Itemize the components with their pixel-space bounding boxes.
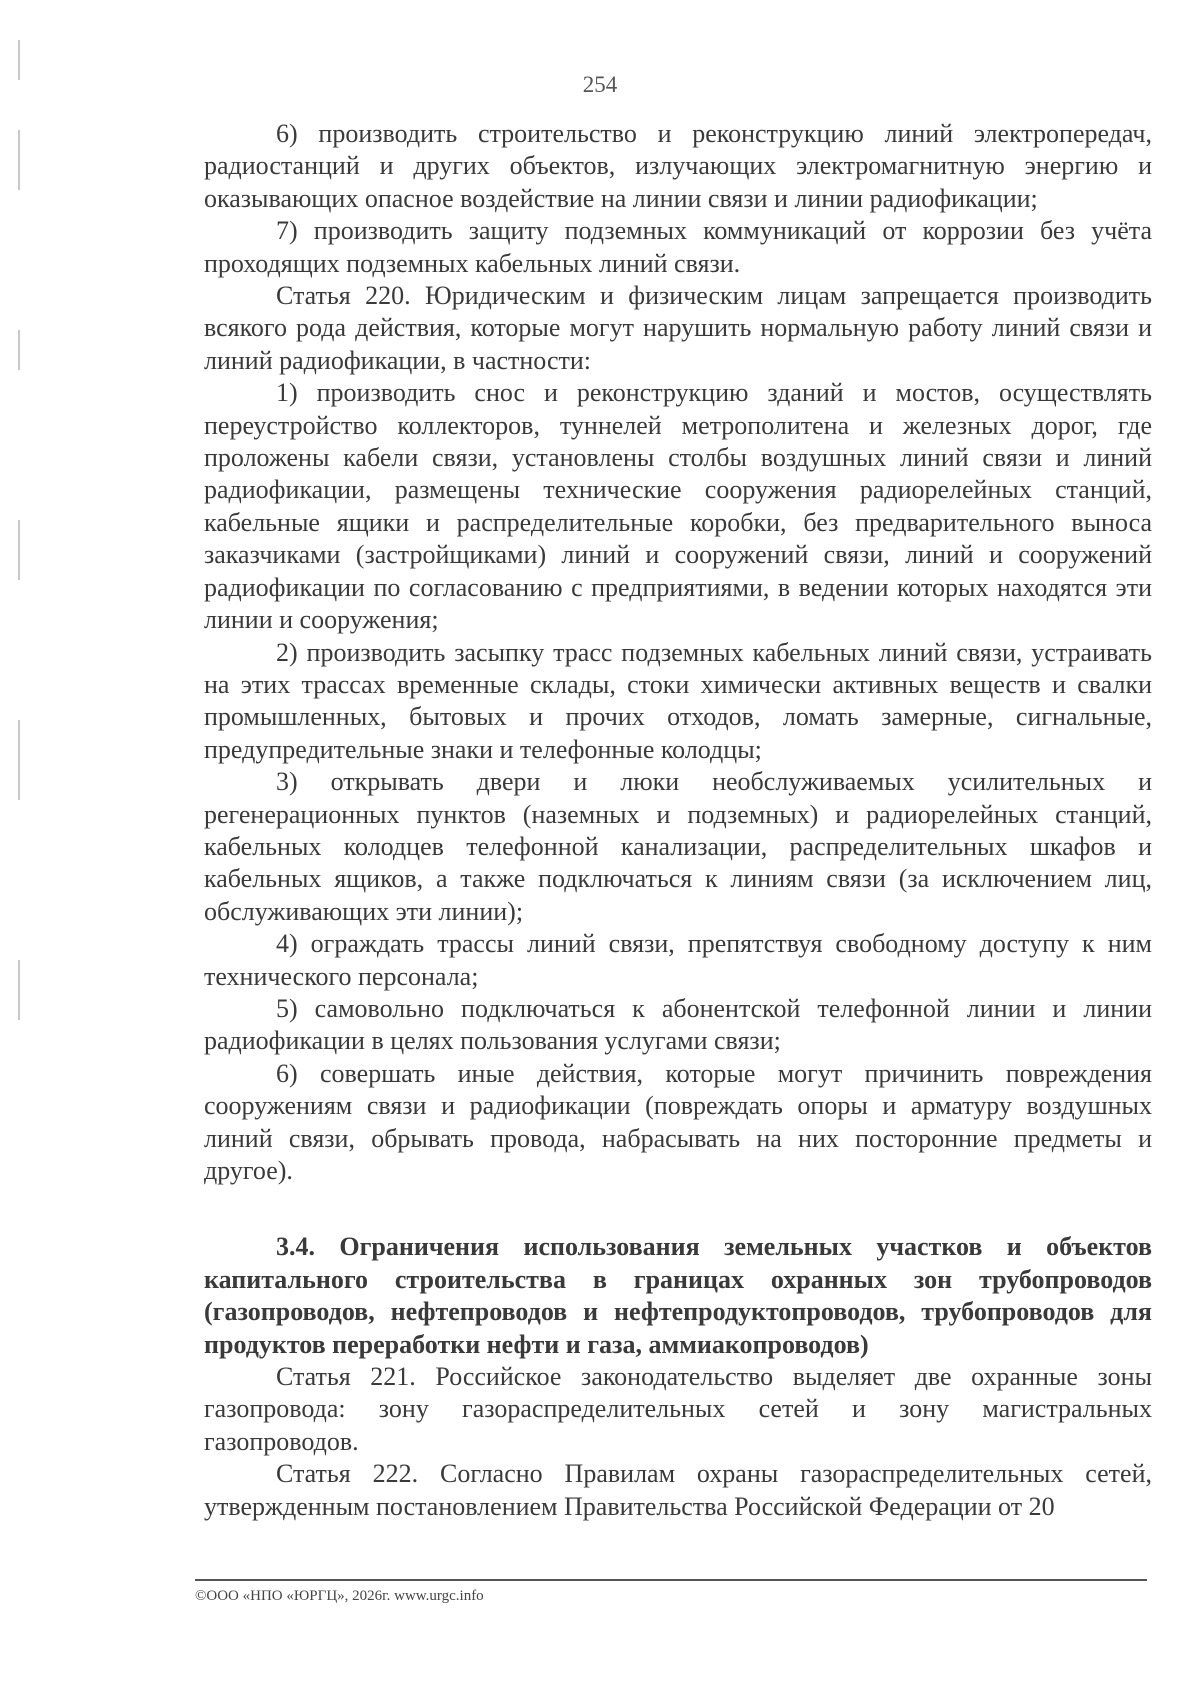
paragraph: 2) производить засыпку трасс подземных кабельных линий связи, устраивать на этих трассах временные склады, стоки химически активных веществ и свалки промышленных, бытовых и прочих отходов, ломать замерные, сигнальные, предупредительные знаки и телефонные колодцы; — [204, 637, 1152, 764]
footer-rule — [195, 1579, 1147, 1581]
scan-artifact-line — [18, 130, 20, 190]
body-text — [204, 118, 1152, 1523]
paragraph: 1) производить снос и реконструкцию зданий и мостов, осуществлять переустройство коллекторов, туннелей метрополитена и железных дорог, где проложены кабели связи, установлены столбы воздушных линий связи и линий радиофикации, размещены технические сооружения радиорелейных станций, кабельные ящики и распределительные коробки, без предварительного выноса заказчиками (застройщиками) линий и сооружений связи, линий и сооружений радиофикации по согласованию с предприятиями, в ведении которых находятся эти линии и сооружения; — [204, 378, 1152, 635]
page-number: 254 — [582, 72, 618, 97]
paragraph: 5) самовольно подключаться к абонентской телефонной линии и линии радиофикации в целях пользования услугами связи; — [204, 993, 1152, 1056]
paragraph: Статья 220. Юридическим и физическим лицам запрещается производить всякого рода действия, которые могут нарушить нормальную работу линий связи и линий радиофикации, в частности: — [204, 281, 1152, 375]
paragraph: 4) ограждать трассы линий связи, препятствуя свободному доступу к ним технического персонала; — [204, 929, 1152, 991]
scan-artifact-line — [18, 330, 20, 370]
scan-artifact-line — [18, 960, 20, 1020]
footer-copyright: ©ООО «НПО «ЮРГЦ», 2026г. www.urgc.info — [195, 1588, 484, 1604]
paragraph: Статья 221. Российское законодательство выделяет две охранные зоны газопровода: зону газораспределительных сетей и зону магистральных газопроводов. — [204, 1362, 1152, 1456]
scan-artifact-line — [18, 520, 20, 580]
paragraph: 3) открывать двери и люки необслуживаемых усилительных и регенерационных пунктов (наземных и подземных) и радиорелейных станций, кабельных колодцев телефонной канализации, распределительных шкафов и кабельных ящиков, а также подключаться к линиям связи (за исключением лиц, обслуживающих эти линии); — [204, 767, 1152, 926]
section-heading: 3.4. Ограничения использования земельных участков и объектов капитального строительства в границах охранных зон трубопроводов (газопроводов, нефтепроводов и нефтепродуктопроводов, трубопроводов для продуктов переработки нефти и газа, аммиакопроводов) — [204, 1232, 1152, 1359]
paragraph: 7) производить защиту подземных коммуникаций от коррозии без учёта проходящих подземных кабельных линий связи. — [204, 216, 1152, 278]
paragraph: 6) совершать иные действия, которые могут причинить повреждения сооружениям связи и радиофикации (повреждать опоры и арматуру воздушных линий связи, обрывать провода, набрасывать на них посторонние предметы и другое). — [204, 1058, 1152, 1185]
paragraph: 6) производить строительство и реконструкцию линий электропередач, радиостанций и других объектов, излучающих электромагнитную энергию и оказывающих опасное воздействие на линии связи и линии радиофикации; — [204, 119, 1152, 213]
section-spacer — [204, 1187, 1152, 1231]
paragraph: Статья 222. Согласно Правилам охраны газораспределительных сетей, утвержденным постановлением Правительства Российской Федерации от 20 — [204, 1459, 1152, 1521]
scan-artifact-line — [18, 720, 20, 800]
